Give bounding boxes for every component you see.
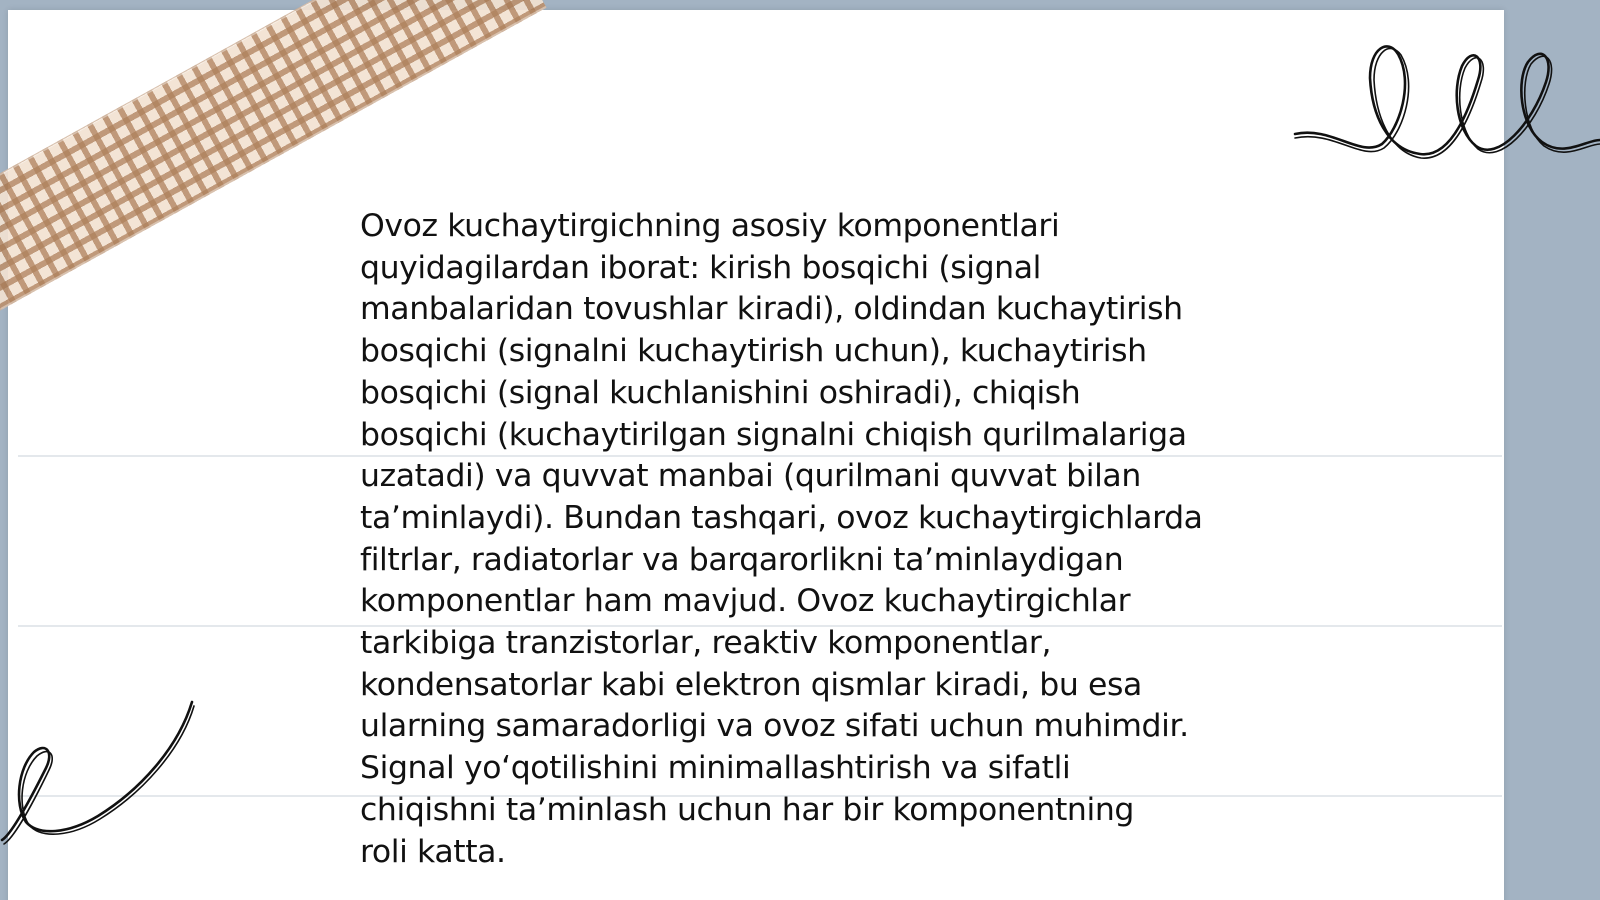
body-text	[360, 206, 1265, 873]
body-line: Signal yo‘qotilishini minimallashtirish va sifatli	[360, 750, 1071, 787]
body-line: Ovoz kuchaytirgichning asosiy komponentlari	[360, 208, 1060, 244]
body-line: quyidagilardan iborat: kirish bosqichi (signal	[360, 249, 1041, 286]
body-line: uzatadi) va quvvat manbai (qurilmani quvvat bilan	[360, 458, 1141, 495]
body-line: ularning samaradorligi va ovoz sifati uchun muhimdir.	[360, 708, 1189, 745]
body-line: kondensatorlar kabi elektron qismlar kiradi, bu esa	[360, 666, 1142, 703]
body-line: manbalaridan tovushlar kiradi), oldindan kuchaytirish	[360, 291, 1183, 328]
body-line: tarkibiga tranzistorlar, reaktiv komponentlar,	[360, 625, 1052, 662]
loop-swoosh-icon	[0, 690, 200, 850]
body-line: bosqichi (signal kuchlanishini oshiradi), chiqish	[360, 374, 1081, 411]
body-line: bosqichi (signalni kuchaytirish uchun), kuchaytirish	[360, 333, 1147, 370]
body-line: bosqichi (kuchaytirilgan signalni chiqish qurilmalariga	[360, 416, 1187, 453]
body-line: chiqishni ta’minlash uchun har bir komponentning	[360, 791, 1135, 828]
body-line: ta’minlaydi). Bundan tashqari, ovoz kuchaytirgichlarda	[360, 499, 1203, 536]
body-line: filtrlar, radiatorlar va barqarorlikni ta’minlaydigan	[360, 541, 1124, 578]
loopy-squiggle-icon	[1280, 30, 1600, 170]
body-line: komponentlar ham mavjud. Ovoz kuchaytirgichlar	[360, 583, 1131, 620]
body-line: roli katta.	[360, 833, 506, 870]
